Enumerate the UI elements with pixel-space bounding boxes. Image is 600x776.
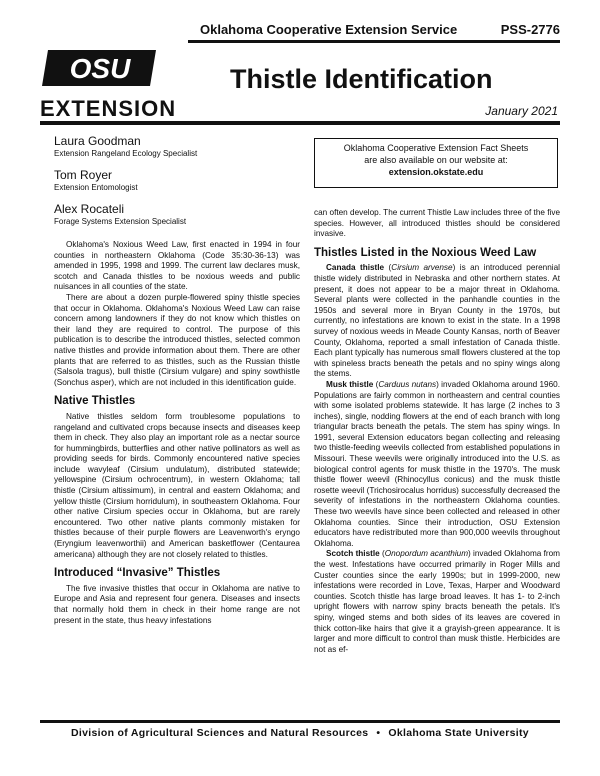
canada-paragraph: Canada thistle (Cirsium arvense) is an introduced perennial thistle widely distributed in Nebraska and other northern states. At present, it does not appear to be a major threat in Oklahoma. Several plants were collected in the panhandle counties in the 1950s and several more in Bryan County in the 1970s, but currently, no infestations are known to exist in the state. In a 1998 survey of noxious weeds in Meade County Kansas, north of Beaver County, Oklahoma, reported a small infestation of Canada thistle. Each plant typically has numerous small flowers clustered at the top with spineless bracts beneath the petals and no spiny wings along the stems. bbox=[314, 263, 560, 379]
section-heading-native: Native Thistles bbox=[54, 395, 136, 408]
section-heading-invasive: Introduced “Invasive” Thistles bbox=[54, 567, 221, 580]
extension-wordmark: EXTENSION bbox=[40, 96, 177, 121]
footer-bullet: • bbox=[376, 727, 381, 739]
author-block bbox=[54, 202, 186, 226]
publication-code: PSS-2776 bbox=[500, 22, 560, 37]
header-bar bbox=[188, 20, 560, 44]
footer-university: Oklahoma State University bbox=[388, 727, 529, 739]
header-rule bbox=[188, 40, 560, 43]
footer-rule bbox=[40, 720, 560, 723]
scotch-lead: Scotch thistle bbox=[326, 549, 380, 559]
footer-division: Division of Agricultural Sciences and Natural Resources bbox=[71, 727, 369, 739]
page-title: Thistle Identification bbox=[230, 64, 493, 94]
author-title: Extension Rangeland Ecology Specialist bbox=[54, 149, 198, 158]
right-column bbox=[314, 208, 560, 655]
footer bbox=[40, 727, 560, 739]
canada-lead: Canada thistle bbox=[326, 263, 385, 273]
scotch-sci: Onopordum acanthium bbox=[384, 549, 469, 559]
musk-text: invaded Oklahoma around 1960. Populations are fairly common in northeastern and central counties with some isolated problems statewide. It has large (2 inches to 3 inches), single, nodding flowers at the end of each branch with long triangular bracts beneath the petals. The stem has spiny wings. In 1991, several Extension educators began collecting and releasing two thistle-feeding weevils collected from established populations in Missouri. These weevils were originally introduced into the U.S. as biological control agents for musk thistle in the 1970's. The musk thistle flower weevil (Rhinocyllus conicus) and the musk thistle rosette weevil (Trichosirocalus horridus) successfully decreased the severity of infestations in the northeastern Oklahoma counties. These two weevils have since been collected and released in other Oklahoma counties. Since their introduction, OSU Extension educators have redistributed more than 900,000 weevils throughout Oklahoma. bbox=[314, 379, 560, 548]
native-paragraph: Native thistles seldom form troublesome populations to rangeland and cultivated crops because insects and diseases keep them in check. They also play an important role as a nectar source for hummingbirds, butterflies and other native pollinators as well as providing seeds for birds. Commonly encountered native species include wavyleaf (Cirsium undulatum), distributed statewide; yellowspine (Cirsium ochrocentrum), in western Oklahoma; tall thistle (Cirsium altissimum), in central and eastern Oklahoma; and yellow thistle (Cirsium horridulum), in southeastern Oklahoma. Four other native Cirsium species occur in Oklahoma, but are rarely encountered. Two other native plants commonly mistaken for thistles because of their purple flowers are Leavenworth's eryngo (Eryngium leavenworthii) and American basketflower (Centaurea americana) although they are not closely related to thistles. bbox=[54, 411, 300, 559]
osu-logo bbox=[40, 46, 162, 90]
fact-sheet-box bbox=[314, 138, 558, 188]
continued-paragraph: can often develop. The current Thistle Law includes three of the five species. However, all introduced thistles should be considered invasive. bbox=[314, 208, 560, 239]
section-heading-listed: Thistles Listed in the Noxious Weed Law bbox=[314, 246, 537, 259]
musk-sci: Carduus nutans bbox=[378, 379, 437, 389]
author-block bbox=[54, 134, 197, 158]
author-title: Extension Entomologist bbox=[54, 183, 138, 192]
intro-paragraph: There are about a dozen purple-flowered spiny thistle species that occur in Oklahoma. Oklahoma's Noxious Weed Law can raise concern among landowners if they do not know which thistles on their land they are required to control. The purpose of this publication is to describe the introduced thistles, selected common native thistles and provide information about them. There are other plants that are referred to as thistles, such as the Russian thistle (Salsola tragus), bull thistle (Cirsium vulgare) and spiny sowthistle (Sonchus asper), which are not included in this identification guide. bbox=[54, 292, 300, 387]
author-name: Laura Goodman bbox=[54, 134, 141, 148]
left-column bbox=[54, 240, 300, 626]
factbox-line: Oklahoma Cooperative Extension Fact Sheets bbox=[343, 143, 529, 153]
extension-rule bbox=[40, 121, 560, 125]
intro-paragraph: Oklahoma's Noxious Weed Law, first enacted in 1994 in four counties in northeastern Oklahoma (Code 35:30-36-13) was amended in 1995, 1998 and 1999. The current law declares musk, scotch and Canada thistles to be noxious weeds and public nuisances in all counties of the state. bbox=[54, 240, 300, 292]
musk-lead: Musk thistle bbox=[326, 379, 374, 389]
canada-sci: Cirsium arvense bbox=[391, 263, 453, 273]
factbox-line: are also available on our website at: bbox=[364, 155, 508, 165]
osu-logo-text: OSU bbox=[69, 53, 131, 84]
author-name: Tom Royer bbox=[54, 168, 113, 182]
canada-text: is an introduced perennial thistle widely distributed in Nebraska and other northern states. At present, it does not appear to be a major threat in Oklahoma. Several plants were collected in the panhandle counties in the 1950s and several more in Bryan County in the 1970s, but currently, no infestations are known to exist in the state. In a 1998 survey of noxious weeds in Meade County Kansas, north of Beaver County, Oklahoma, reported a small infestation of Canada thistle. Each plant typically has numerous small flowers clustered at the top with spineless bracts beneath the petals and no spiny wings along the stems. bbox=[314, 263, 560, 379]
invasive-paragraph: The five invasive thistles that occur in Oklahoma are native to Europe and Asia and represent four genera. Diseases and insects that normally hold them in check in their home range are not present in the state, thus heavy infestations bbox=[54, 583, 300, 625]
publication-date: January 2021 bbox=[485, 104, 558, 118]
author-title: Forage Systems Extension Specialist bbox=[54, 217, 187, 226]
scotch-text: invaded Oklahoma from the west. Infestations have occurred primarily in Roger Mills and Custer counties since the early 1990s; but in 1999-2000, new infestations were recorded in Love, Texas, Harper and Woodward counties. Scotch thistle has large broad leaves. It has 1- to 2-inch upright flowers with narrow spiny bracts beneath the petals. It's spiny, winged stems and both sides of its leaves are covered in thick cotton-like hairs that give it a grayish-green appearance. It is larger and more difficult to control than musk thistle. Herbicides are not as ef- bbox=[314, 549, 560, 654]
scotch-paragraph: Scotch thistle (Onopordum acanthium) invaded Oklahoma from the west. Infestations have occurred primarily in Roger Mills and Custer counties since the early 1990s; but in 1999-2000, new infestations were recorded in Love, Texas, Harper and Woodward counties. Scotch thistle has large broad leaves. It has 1- to 2-inch upright flowers with narrow spiny bracts beneath the petals. It's spiny, winged stems and both sides of its leaves are covered in thick cotton-like hairs that give it a grayish-green appearance. It is larger and more difficult to control than musk thistle. Herbicides are not as ef- bbox=[314, 549, 560, 654]
musk-paragraph: Musk thistle (Carduus nutans) invaded Oklahoma around 1960. Populations are fairly common in northeastern and central counties with some isolated problems statewide. It has large (2 inches to 3 inches), single, nodding flowers at the end of each branch with long triangular bracts beneath the petals. The stem has spiny wings. In 1991, several Extension educators began collecting and releasing two thistle-feeding weevils collected from established populations in Missouri. These weevils were originally introduced into the U.S. as biological control agents for musk thistle in the 1970's. The musk thistle flower weevil (Rhinocyllus conicus) and the musk thistle rosette weevil (Trichosirocalus horridus) successfully decreased the severity of infestations in the northeastern Oklahoma counties. These two weevils have since been collected and released in other Oklahoma counties. Since their introduction, OSU Extension educators have redistributed more than 900,000 weevils throughout Oklahoma. bbox=[314, 379, 560, 548]
author-name: Alex Rocateli bbox=[54, 202, 125, 216]
author-block bbox=[54, 168, 138, 192]
website-link[interactable]: extension.okstate.edu bbox=[388, 167, 484, 177]
service-name: Oklahoma Cooperative Extension Service bbox=[200, 22, 458, 37]
